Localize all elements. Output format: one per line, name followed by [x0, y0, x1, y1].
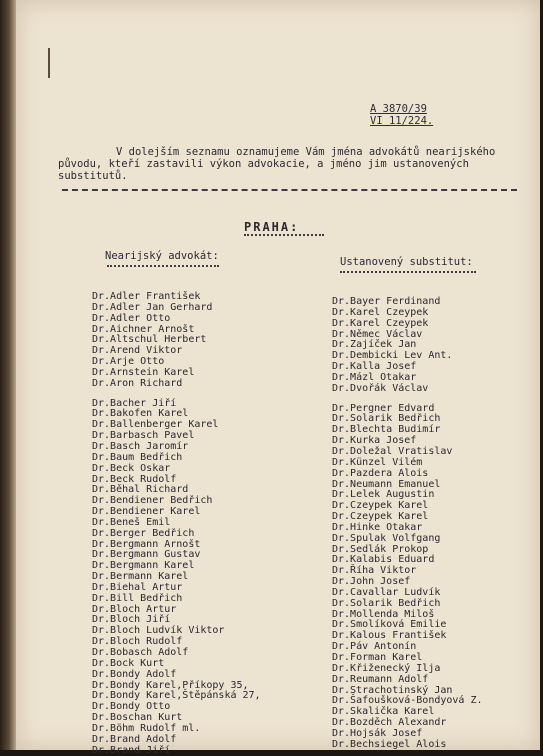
substitute-entry: Dr.Solarik Bedřich	[332, 413, 441, 425]
non-aryan-advocates-list	[92, 292, 261, 756]
advocate-entry: Dr.Bacher Jiří	[92, 397, 177, 409]
ink-mark	[48, 48, 50, 78]
substitute-entry: Dr.John Josef	[332, 576, 411, 588]
advocate-entry: Dr.Bill Bedřich	[92, 592, 183, 604]
substitute-entry: Dr.Kalabis Eduard	[332, 554, 435, 566]
substitute-entry: Dr.Künzel Vilém	[332, 456, 423, 468]
intro-line: V dolejším seznamu oznamujeme Vám jména advokátů nearijského	[116, 146, 496, 158]
substitute-entry: Dr.Pergner Edvard	[332, 402, 435, 414]
substitute-entry: Dr.Říha Viktor	[332, 565, 417, 577]
advocate-entry: Dr.Běhal Richard	[92, 484, 189, 496]
advocate-entry: Dr.Arje Otto	[92, 356, 165, 368]
substitute-entry: Dr.Kurka Josef	[332, 435, 417, 447]
advocate-entry: Dr.Brand Adolf	[92, 733, 177, 745]
advocate-entry: Dr.Bondy Adolf	[92, 668, 177, 680]
section-divider	[62, 189, 517, 191]
substitute-entry: Dr.Lelek Augustin	[332, 489, 435, 501]
advocate-entry: Dr.Bondy Karel,Štěpánská 27,	[92, 690, 261, 702]
advocate-entry: Dr.Altschul Herbert	[92, 334, 207, 346]
advocate-entry: Dr.Adler František	[92, 291, 201, 302]
substitute-entry: Dr.Šafoušková-Bondyová Z.	[332, 695, 483, 707]
reference-number	[370, 103, 433, 127]
advocate-entry: Dr.Bergmann Arnošt	[92, 538, 201, 550]
substitute-entry: Dr.Pazdera Alois	[332, 467, 429, 479]
reference-line-2: VI 11/224.	[370, 115, 434, 127]
advocate-entry: Dr.Brand Jiří	[92, 744, 171, 756]
intro-paragraph	[58, 146, 520, 182]
substitute-entry: Dr.Forman Karel	[332, 652, 423, 663]
substitute-entry: Dr.Zajíček Jan	[332, 339, 417, 351]
advocate-entry: Dr.Baum Bedřich	[92, 451, 183, 463]
advocate-entry: Dr.Biehal Artur	[92, 581, 183, 593]
advocate-entry: Dr.Bock Kurt	[92, 657, 165, 669]
substitute-entry: Dr.Křiženecký Ilja	[332, 662, 441, 674]
substitute-entry: Dr.Solarik Bedřich	[332, 597, 441, 609]
substitute-entry: Dr.Blechta Budimír	[332, 424, 441, 436]
substitute-entry: Dr.Hojsák Josef	[332, 727, 423, 739]
substitutes-list	[332, 297, 483, 751]
advocate-entry: Dr.Bloch Ludvík Viktor	[92, 625, 225, 637]
advocate-entry: Dr.Barbasch Pavel	[92, 430, 195, 442]
substitute-entry: Dr.Bechsiegel Alois	[332, 738, 447, 750]
right-column-header: Ustanovený substitut:	[340, 256, 473, 268]
advocate-entry: Dr.Bendiener Karel	[92, 506, 201, 518]
advocate-entry: Dr.Arnstein Karel	[92, 366, 195, 378]
city-heading-underline	[244, 234, 324, 236]
reference-line-1: A 3870/39	[370, 103, 427, 115]
advocate-entry: Dr.Bendiener Bedřich	[92, 495, 213, 507]
substitute-entry: Dr.Smolíková Emilie	[332, 619, 447, 631]
advocate-entry: Dr.Bondy Otto	[92, 701, 171, 713]
advocate-entry: Dr.Boschan Kurt	[92, 712, 183, 724]
advocate-entry: Dr.Beck Rudolf	[92, 473, 177, 485]
substitute-entry: Dr.Cavallar Ludvík	[332, 586, 441, 598]
substitute-entry: Dr.Bayer Ferdinand	[332, 296, 441, 307]
intro-line: substitutů.	[58, 170, 128, 182]
advocate-entry: Dr.Adler Otto	[92, 312, 171, 324]
advocate-entry: Dr.Aron Richard	[92, 377, 183, 389]
substitute-entry: Dr.Páv Antonín	[332, 641, 417, 653]
substitute-entry: Dr.Dvořák Václav	[332, 382, 429, 394]
substitute-entry: Dr.Němec Václav	[332, 328, 423, 340]
substitute-entry: Dr.Hinke Otakar	[332, 521, 423, 533]
intro-line: původu, kteří zastavili výkon advokacie, a jméno jim ustanovených	[58, 158, 469, 170]
substitute-entry: Dr.Czeypek Karel	[332, 511, 429, 523]
substitute-entry: Dr.Kalla Josef	[332, 361, 417, 373]
advocate-entry: Dr.Basch Jaromír	[92, 440, 189, 452]
advocate-entry: Dr.Bergmann Karel	[92, 560, 195, 572]
advocate-entry: Dr.Böhm Rudolf ml.	[92, 722, 201, 734]
substitute-entry: Dr.Doležal Vratislav	[332, 445, 453, 457]
substitute-entry: Dr.Karel Czeypek	[332, 306, 429, 318]
city-heading: PRAHA:	[244, 220, 300, 234]
right-header-underline	[340, 271, 476, 273]
substitute-entry: Dr.Reumann Adolf	[332, 673, 429, 685]
advocate-entry: Dr.Arend Viktor	[92, 345, 183, 357]
advocate-entry: Dr.Bermann Karel	[92, 571, 189, 583]
advocate-entry: Dr.Bloch Artur	[92, 603, 177, 615]
substitute-entry: Dr.Sedlák Prokop	[332, 543, 429, 555]
page-edge-shadow	[0, 0, 16, 750]
substitute-entry: Dr.Bozděch Alexandr	[332, 717, 447, 729]
substitute-entry: Dr.Kalous František	[332, 630, 447, 642]
advocate-entry: Dr.Berger Bedřich	[92, 527, 195, 539]
advocate-entry: Dr.Adler Jan Gerhard	[92, 301, 213, 313]
advocate-entry: Dr.Bondy Karel,Příkopy 35,	[92, 679, 249, 691]
substitute-entry: Dr.Mollenda Miloš	[332, 608, 435, 620]
advocate-entry: Dr.Aichner Arnošt	[92, 323, 195, 335]
advocate-entry: Dr.Bloch Jiří	[92, 614, 171, 626]
advocate-entry: Dr.Bakofen Karel	[92, 408, 189, 420]
substitute-entry: Dr.Strachotinský Jan	[332, 684, 453, 696]
substitute-entry: Dr.Mázl Otakar	[332, 371, 417, 383]
advocate-entry: Dr.Beck Oskar	[92, 462, 171, 474]
advocate-entry: Dr.Bergmann Gustav	[92, 549, 201, 561]
left-column-header: Nearijský advokát:	[105, 250, 219, 262]
substitute-entry: Dr.Spulak Volfgang	[332, 532, 441, 544]
substitute-entry: Dr.Neumann Emanuel	[332, 478, 441, 490]
advocate-entry: Dr.Bloch Rudolf	[92, 636, 183, 648]
substitute-entry: Dr.Skalička Karel	[332, 706, 435, 718]
substitute-entry: Dr.Dembicki Lev Ant.	[332, 350, 453, 362]
substitute-entry: Dr.Czeypek Karel	[332, 500, 429, 512]
advocate-entry: Dr.Bobasch Adolf	[92, 647, 189, 658]
left-header-underline	[107, 265, 219, 267]
advocate-entry: Dr.Beneš Emil	[92, 516, 171, 528]
substitute-entry: Dr.Karel Czeypek	[332, 317, 429, 329]
advocate-entry: Dr.Ballenberger Karel	[92, 419, 219, 431]
